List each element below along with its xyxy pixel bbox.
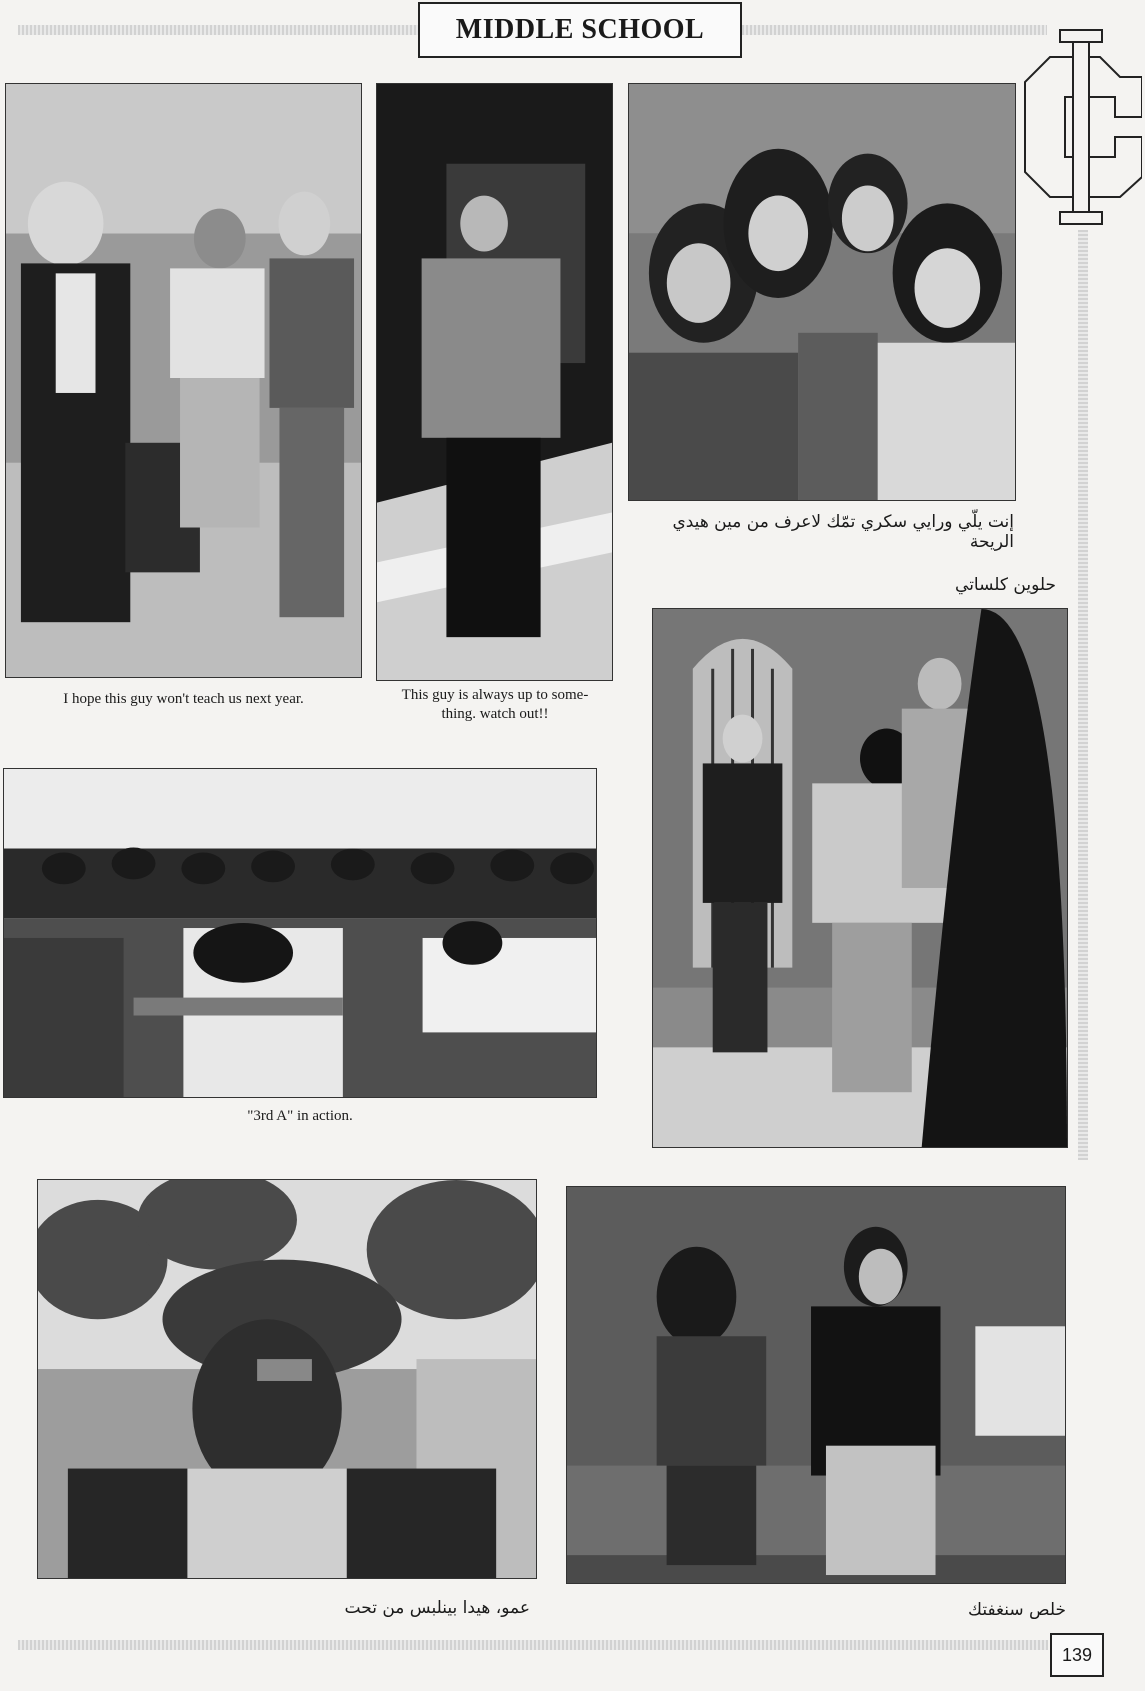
caption-photo-1: I hope this guy won't teach us next year. [63,691,304,707]
photo-masked-student [37,1179,537,1579]
header-rule-right [742,25,1047,35]
caption-photo-7: خلص سنغفتك [968,1600,1066,1620]
photo-teacher-hallway [5,83,362,678]
footer-rule [18,1640,1048,1650]
ic-monogram-icon [1020,22,1142,227]
header-rule-left [18,25,418,35]
caption-photo-2-line-2: thing. watch out!! [441,706,549,722]
page-title: MIDDLE SCHOOL [418,2,742,58]
photo-classroom-sleeping [3,768,597,1098]
photo-boy-running [376,83,613,681]
page-number: 139 [1050,1633,1104,1677]
photo-boys-courtyard [652,608,1068,1148]
caption-photo-5: "3rd A" in action. [247,1108,353,1124]
caption-photo-2-line-1: This guy is always up to some- [401,687,589,703]
photo-girls-laughing [628,83,1016,501]
caption-photo-3: إنت يلّي ورايي سكري تمّك لاعرف من مين هيدي الريحة [672,512,1014,552]
caption-photo-6: عمو، هيدا بينلبس من تحت [344,1598,530,1618]
caption-photo-4: حلوين كلساتي [955,575,1056,595]
right-margin-rule [1078,230,1088,1160]
photo-students-bench [566,1186,1066,1584]
